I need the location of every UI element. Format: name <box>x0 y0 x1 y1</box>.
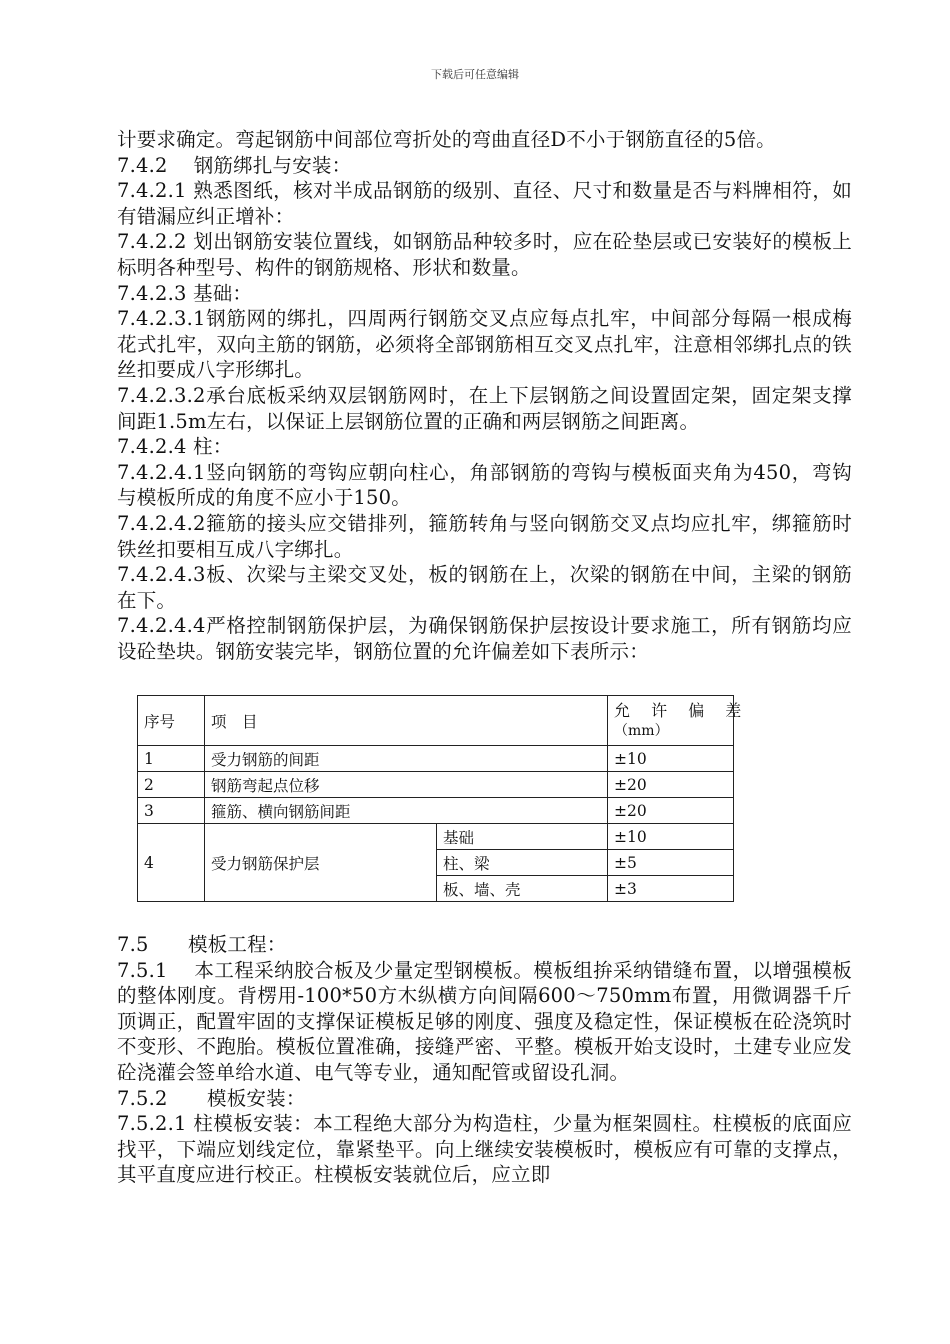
cell-tolerance: ±5 <box>608 850 734 876</box>
cell-item: 钢筋弯起点位移 <box>205 772 608 798</box>
cell-item: 受力钢筋保护层 <box>205 824 437 902</box>
paragraph: 7.4.2.4 柱： <box>117 435 233 459</box>
bottom-text-block <box>117 932 852 1188</box>
cell-item: 受力钢筋的间距 <box>205 746 608 772</box>
top-text-block <box>117 127 852 664</box>
header-tolerance-unit: （mm） <box>614 722 669 739</box>
table-header-row <box>138 696 734 746</box>
table-row <box>138 824 734 850</box>
cell-no: 1 <box>138 746 205 772</box>
paragraph: 7.4.2.4.4严格控制钢筋保护层，为确保钢筋保护层按设计要求施工，所有钢筋均应设砼垫块。钢筋安装完毕，钢筋位置的允许偏差如下表所示： <box>117 614 852 663</box>
header-item: 项 目 <box>205 696 608 746</box>
table-row <box>138 772 734 798</box>
cell-tolerance: ±3 <box>608 876 734 902</box>
cell-tolerance: ±10 <box>608 824 734 850</box>
paragraph: 7.4.2.1 熟悉图纸，核对半成品钢筋的级别、直径、尺寸和数量是否与料牌相符，如有错漏应纠正增补： <box>117 179 852 228</box>
paragraph: 7.5.1 本工程采纳胶合板及少量定型钢模板。模板组拚采纳错缝布置，以增强模板的整体刚度。背楞用-100*50方木纵横方向间隔600～750mm布置，用微调器千斤顶调正，配置牢固的支撑保证模板足够的刚度、强度及稳定性，保证模板在砼浇筑时不变形、不跑胎。模板位置准确，接缝严密、平整。模板开始支设时，土建专业应发砼浇灌会签单给水道、电气等专业，通知配管或留设孔洞。 <box>117 958 852 1084</box>
paragraph: 7.4.2.4.1竖向钢筋的弯钩应朝向柱心，角部钢筋的弯钩与模板面夹角为450，弯钩与模板所成的角度不应小于150。 <box>117 460 852 510</box>
table-row <box>138 798 734 824</box>
paragraph: 7.4.2.3.1钢筋网的绑扎，四周两行钢筋交叉点应每点扎牢，中间部分每隔一根成梅花式扎牢，双向主筋的钢筋，必须将全部钢筋相互交叉点扎牢，注意相邻绑扎点的铁丝扣要成八字形绑扎。 <box>117 307 852 382</box>
paragraph: 7.4.2.2 划出钢筋安装位置线，如钢筋品种较多时，应在砼垫层或已安装好的模板上标明各种型号、构件的钢筋规格、形状和数量。 <box>117 230 852 279</box>
paragraph: 7.4.2.3 基础： <box>117 281 253 305</box>
cell-tolerance: ±10 <box>608 746 734 772</box>
cell-no: 4 <box>138 824 205 902</box>
cell-no: 3 <box>138 798 205 824</box>
tolerance-table <box>137 695 750 902</box>
page-header: 下载后可任意编辑 <box>431 68 519 81</box>
paragraph: 7.4.2.3.2承台底板采纳双层钢筋网时，在上下层钢筋之间设置固定架，固定架支撑间距1.5m左右，以保证上层钢筋位置的正确和两层钢筋之间距离。 <box>117 383 852 433</box>
header-tolerance <box>608 696 750 746</box>
paragraph: 7.5 模板工程： <box>117 933 287 956</box>
paragraph: 7.5.2.1 柱模板安装：本工程绝大部分为构造柱，少量为框架圆柱。柱模板的底面应找平，下端应划线定位，靠紧垫平。向上继续安装模板时，模板应有可靠的支撑点，其平直度应进行校正。柱模板安装就位后，应立即 <box>117 1112 852 1187</box>
header-tolerance-label: 允 许 偏 差 <box>614 700 750 720</box>
cell-no: 2 <box>138 772 205 798</box>
cell-item: 箍筋、横向钢筋间距 <box>205 798 608 824</box>
table-row <box>138 746 734 772</box>
cell-subitem: 基础 <box>437 824 608 850</box>
paragraph: 7.5.2 模板安装： <box>117 1086 306 1110</box>
paragraph: 7.4.2.4.2箍筋的接头应交错排列，箍筋转角与竖向钢筋交叉点均应扎牢，绑箍筋时铁丝扣要相互成八字绑扎。 <box>117 511 852 561</box>
cell-tolerance: ±20 <box>608 798 734 824</box>
paragraph: 计要求确定。弯起钢筋中间部位弯折处的弯曲直径D不小于钢筋直径的5倍。 <box>117 128 776 151</box>
paragraph: 7.4.2 钢筋绑扎与安装： <box>117 153 352 177</box>
paragraph: 7.4.2.4.3板、次梁与主梁交叉处，板的钢筋在上，次梁的钢筋在中间，主梁的钢筋在下。 <box>117 563 852 612</box>
cell-tolerance: ±20 <box>608 772 734 798</box>
cell-subitem: 板、墙、壳 <box>437 876 608 902</box>
header-no: 序号 <box>138 696 205 746</box>
cell-subitem: 柱、梁 <box>437 850 608 876</box>
